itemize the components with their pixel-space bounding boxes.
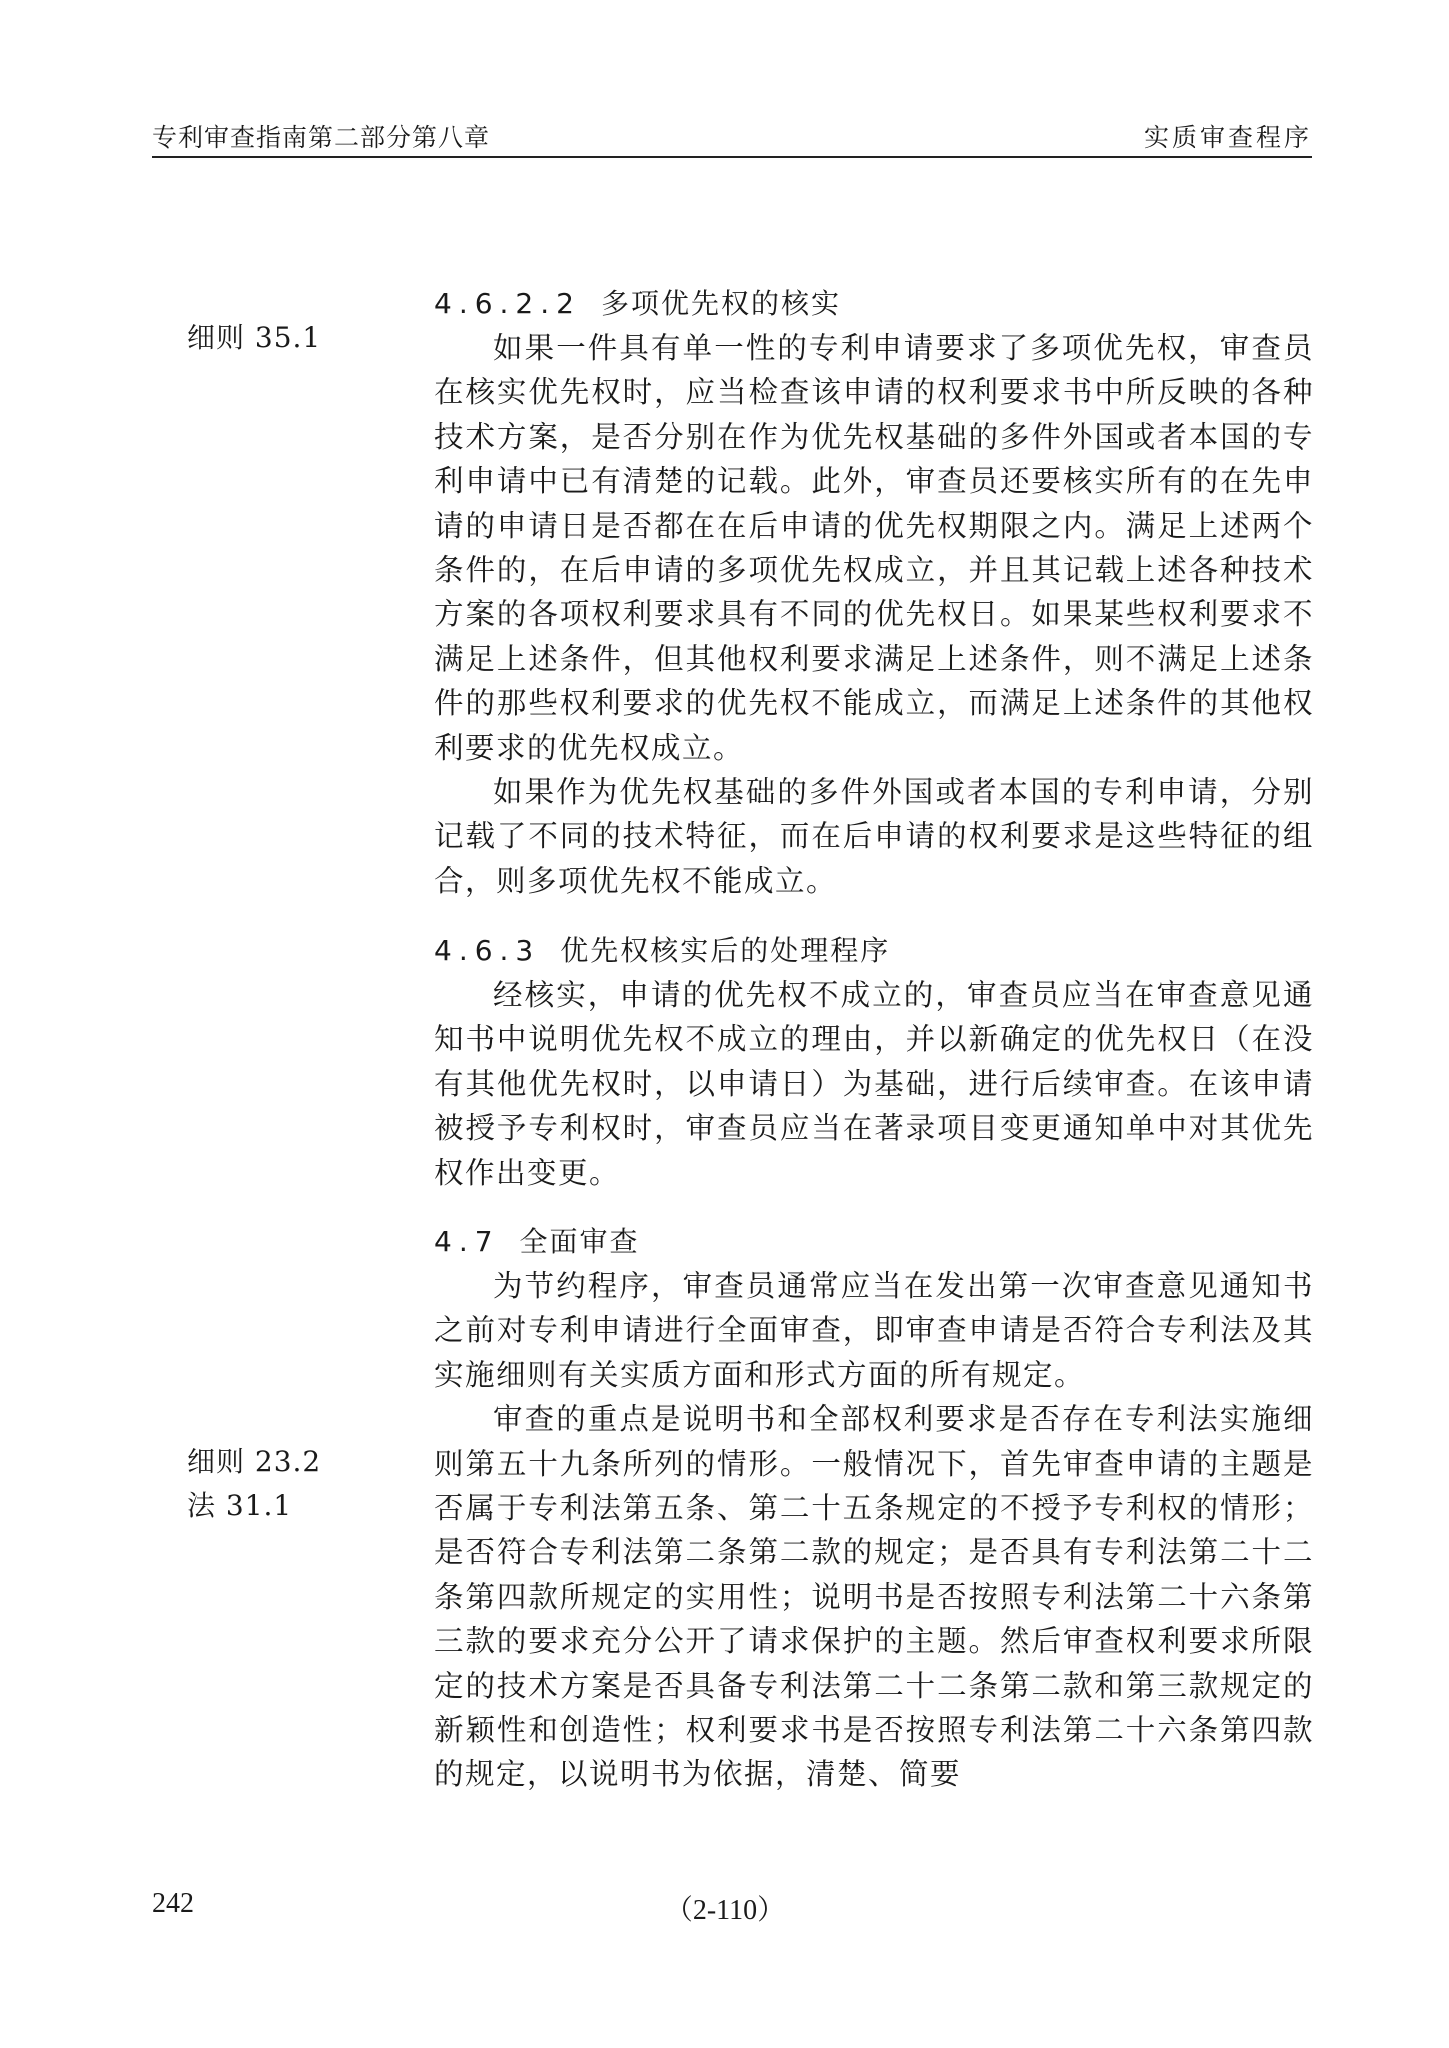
section-4-7: [434, 1220, 1314, 1797]
margin-note-rule-23-2: 细则 23.2: [187, 1445, 322, 1478]
section-4-6-2-2: [434, 282, 1314, 903]
paragraph: 为节约程序，审查员通常应当在发出第一次审查意见通知书之前对专利申请进行全面审查，即审查申请是否符合专利法及其实施细则有关实质方面和形式方面的所有规定。: [434, 1269, 1314, 1392]
paragraph: 经核实，申请的优先权不成立的，审查员应当在审查意见通知书中说明优先权不成立的理由，并以新确定的优先权日（在没有其他优先权时，以申请日）为基础，进行后续审查。在该申请被授予专利权时，审查员应当在著录项目变更通知单中对其优先权作出变更。: [434, 978, 1314, 1190]
section-title: 多项优先权的核实: [600, 287, 841, 320]
paragraph: 如果作为优先权基础的多件外国或者本国的专利申请，分别记载了不同的技术特征，而在后申请的权利要求是这些特征的组合，则多项优先权不能成立。: [434, 775, 1314, 898]
section-page-number: （2-110）: [664, 1895, 786, 1926]
header-section-title: 实质审查程序: [1143, 123, 1312, 152]
section-heading: [434, 282, 1314, 326]
header-chapter-title: 专利审查指南第二部分第八章: [152, 123, 491, 152]
paragraph: 审查的重点是说明书和全部权利要求是否存在专利法实施细则第五十九条所列的情形。一般情况下，首先审查申请的主题是否属于专利法第五条、第二十五条规定的不授予专利权的情形；是否符合专利法第二条第二款的规定；是否具有专利法第二十二条第四款所规定的实用性；说明书是否按照专利法第二十六条第三款的要求充分公开了请求保护的主题。然后审查权利要求所限定的技术方案是否具备专利法第二十二条第二款和第三款规定的新颖性和创造性；权利要求书是否按照专利法第二十六条第四款的规定，以说明书为依据，清楚、简要: [434, 1402, 1314, 1792]
page-number: 242: [152, 1888, 194, 1919]
section-title: 全面审查: [519, 1225, 640, 1258]
section-4-6-3: [434, 929, 1314, 1195]
margin-note-law-31-1: 法 31.1: [187, 1489, 293, 1522]
section-number: 4.6.2.2: [434, 287, 581, 320]
section-number: 4.6.3: [434, 934, 541, 967]
section-heading: [434, 1220, 1314, 1264]
section-number: 4.7: [434, 1225, 500, 1258]
margin-note-rule-35-1: 细则 35.1: [187, 321, 322, 354]
running-header: [152, 118, 1312, 158]
paragraph: 如果一件具有单一性的专利申请要求了多项优先权，审查员在核实优先权时，应当检查该申请的权利要求书中所反映的各种技术方案，是否分别在作为优先权基础的多件外国或者本国的专利申请中已有清楚的记载。此外，审查员还要核实所有的在先申请的申请日是否都在在后申请的优先权期限之内。满足上述两个条件的，在后申请的多项优先权成立，并且其记载上述各种技术方案的各项权利要求具有不同的优先权日。如果某些权利要求不满足上述条件，但其他权利要求满足上述条件，则不满足上述条件的那些权利要求的优先权不能成立，而满足上述条件的其他权利要求的优先权成立。: [434, 331, 1314, 765]
section-heading: [434, 929, 1314, 973]
section-title: 优先权核实后的处理程序: [560, 934, 891, 967]
